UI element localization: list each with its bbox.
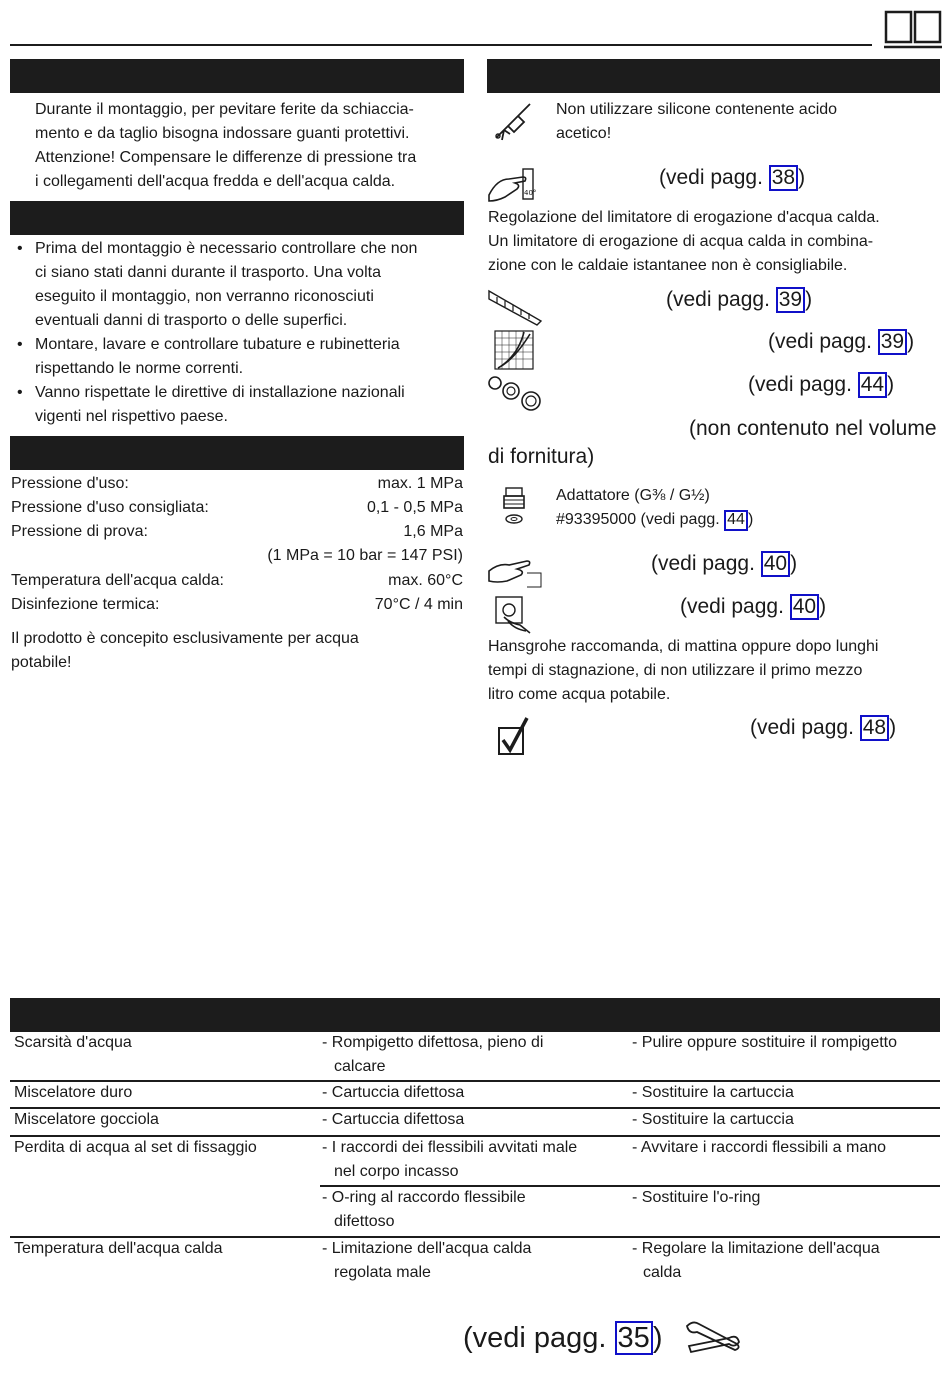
trouble-cause: - O-ring al raccordo flessibile [322,1189,526,1206]
installation-bullet: • Vanno rispettate le direttive di installazione nazionali [35,381,405,405]
silicone-text: acetico! [556,125,612,142]
safety-header-bar [10,59,464,93]
installation-text: eseguito il montaggio, non verranno riconosciuti [35,288,374,305]
hand-thermometer-icon [487,165,539,205]
top-rule [10,44,872,46]
page-link-48[interactable]: 48 [860,715,889,741]
tech-value: max. 60°C [388,572,463,589]
tech-note: potabile! [11,654,72,671]
silicone-text: Non utilizzare silicone contenente acido [556,101,838,118]
trouble-cause: regolata male [334,1264,431,1281]
ref-line-4 [748,371,894,399]
hansgrohe-text: Hansgrohe raccomanda, di mattina oppure dopo lunghi [488,638,879,655]
trouble-remedy: - Avvitare i raccordi flessibili a mano [632,1139,887,1156]
trouble-problem: Miscelatore duro [14,1084,133,1101]
right-header-bar [487,59,940,93]
trouble-remedy: - Sostituire la cartuccia [632,1111,794,1128]
adapter-text: Adattatore (G⅜ / G½) [556,487,710,504]
trouble-problem: Scarsità d'acqua [14,1034,132,1051]
installation-text: vigenti nel rispettivo paese. [35,408,228,425]
tech-note: Il prodotto è concepito esclusivamente per acqua [11,630,359,647]
tech-label: Disinfezione termica: [11,596,160,613]
page-link-40[interactable]: 40 [761,551,790,577]
trouble-remedy: - Sostituire la cartuccia [632,1084,794,1101]
adapter-icon [500,486,528,528]
trouble-cause: - Cartuccia difettosa [322,1084,465,1101]
tech-label: Pressione di prova: [11,523,148,540]
ref-line-1 [659,164,805,192]
ref-line-3 [768,328,914,356]
ref-suffix: ) [887,373,895,396]
hand-lever-icon [487,553,543,589]
page-link-38[interactable]: 38 [769,165,798,191]
ref-suffix: ) [652,1322,663,1354]
tech-value: max. 1 MPa [377,475,463,492]
svg-text:40°: 40° [524,189,537,197]
silicone-gun-icon [492,100,536,142]
tech-label: Pressione d'uso consigliata: [11,499,209,516]
tech-header-bar [10,436,464,470]
tech-value: 1,6 MPa [403,523,463,540]
ref-prefix: (vedi pagg. [768,330,878,353]
trouble-cause: - Limitazione dell'acqua calda [322,1240,532,1257]
hotwater-text: zione con le caldaie istantanee non è consigliabile. [488,257,848,274]
table-divider [10,1080,940,1082]
hansgrohe-text: litro come acqua potabile. [488,686,671,703]
ref-suffix: ) [907,330,915,353]
footer-ref [463,1318,662,1358]
ruler-icon [487,287,543,327]
trouble-header-bar [10,998,940,1032]
ref-suffix: ) [805,288,813,311]
hotwater-text: Un limitatore di erogazione di acqua calda in combina- [488,233,874,250]
trouble-problem: Perdita di acqua al set di fissaggio [14,1139,257,1156]
ref-prefix: (vedi pagg. [680,595,790,618]
fittings-icon [487,373,545,413]
trouble-remedy: - Sostituire l'o-ring [632,1189,761,1206]
ref-suffix: ) [747,511,754,528]
ref-prefix: (vedi pagg. [750,716,860,739]
flow-diagram-icon [494,330,534,370]
safety-line: i collegamenti dell'acqua fredda e dell'acqua calda. [35,173,396,190]
trouble-problem: Temperatura dell'acqua calda [14,1240,223,1257]
installation-bullet: • Montare, lavare e controllare tubature e rubinetteria [35,333,400,357]
installation-text: eventuali danni di trasporto o delle superfici. [35,312,348,329]
hotwater-text: Regolazione del limitatore di erogazione d'acqua calda. [488,209,880,226]
page-link-35[interactable]: 35 [615,1321,653,1355]
hand-valve-icon [490,595,536,635]
checkbox-checked-icon [497,716,531,756]
ref-line-8 [750,714,896,742]
not-included-text: (non contenuto nel volume [689,417,937,440]
page-link-40[interactable]: 40 [790,594,819,620]
hansgrohe-text: tempi di stagnazione, di non utilizzare il primo mezzo [488,662,863,679]
ref-suffix: ) [819,595,827,618]
trouble-remedy: - Regolare la limitazione dell'acqua [632,1240,880,1257]
trouble-remedy: - Pulire oppure sostituire il rompigetto [632,1034,898,1051]
trouble-cause: calcare [334,1058,386,1075]
tech-value: 70°C / 4 min [374,596,463,613]
tech-value: 0,1 - 0,5 MPa [366,499,463,516]
trouble-cause: - Rompigetto difettosa, pieno di [322,1034,544,1051]
ref-prefix: (vedi pagg. [651,552,761,575]
ref-suffix: ) [889,716,897,739]
tech-label: Pressione d'uso: [11,475,129,492]
tools-icon [683,1318,741,1356]
ref-line-6 [651,550,797,578]
installation-header-bar [10,201,464,235]
adapter-ref [556,508,753,532]
ref-line-7 [680,593,826,621]
ref-prefix: (vedi pagg. [748,373,858,396]
tech-label: Temperatura dell'acqua calda: [11,572,224,589]
book-icon [884,10,942,50]
trouble-problem: Miscelatore gocciola [14,1111,159,1128]
ref-prefix: (vedi pagg. [666,288,776,311]
tech-value: (1 MPa = 10 bar = 147 PSI) [267,547,463,564]
ref-suffix: ) [798,166,806,189]
page-link-39[interactable]: 39 [776,287,805,313]
ref-prefix: (vedi pagg. [463,1322,615,1354]
installation-bullet: • Prima del montaggio è necessario controllare che non [35,237,417,261]
trouble-cause: - I raccordi dei flessibili avvitati male [322,1139,578,1156]
ref-suffix: ) [790,552,798,575]
trouble-cause: difettoso [334,1213,395,1230]
ref-prefix: (vedi pagg. [659,166,769,189]
safety-line: mento e da taglio bisogna indossare guanti protettivi. [35,125,410,142]
not-included-text: di fornitura) [488,445,595,468]
trouble-cause: nel corpo incasso [334,1163,459,1180]
ref-line-2 [666,286,812,314]
trouble-remedy: calda [643,1264,682,1281]
adapter-text: #93395000 (vedi pagg. [556,511,725,528]
safety-line: Durante il montaggio, per pevitare ferite da schiaccia- [35,101,414,118]
page-link-39[interactable]: 39 [878,329,907,355]
page-link-44[interactable]: 44 [858,372,887,398]
page-link-44[interactable]: 44 [724,510,748,531]
safety-line: Attenzione! Compensare le differenze di pressione tra [35,149,417,166]
trouble-cause: - Cartuccia difettosa [322,1111,465,1128]
installation-text: rispettando le norme correnti. [35,360,244,377]
installation-text: ci siano stati danni durante il trasporto. Una volta [35,264,381,281]
